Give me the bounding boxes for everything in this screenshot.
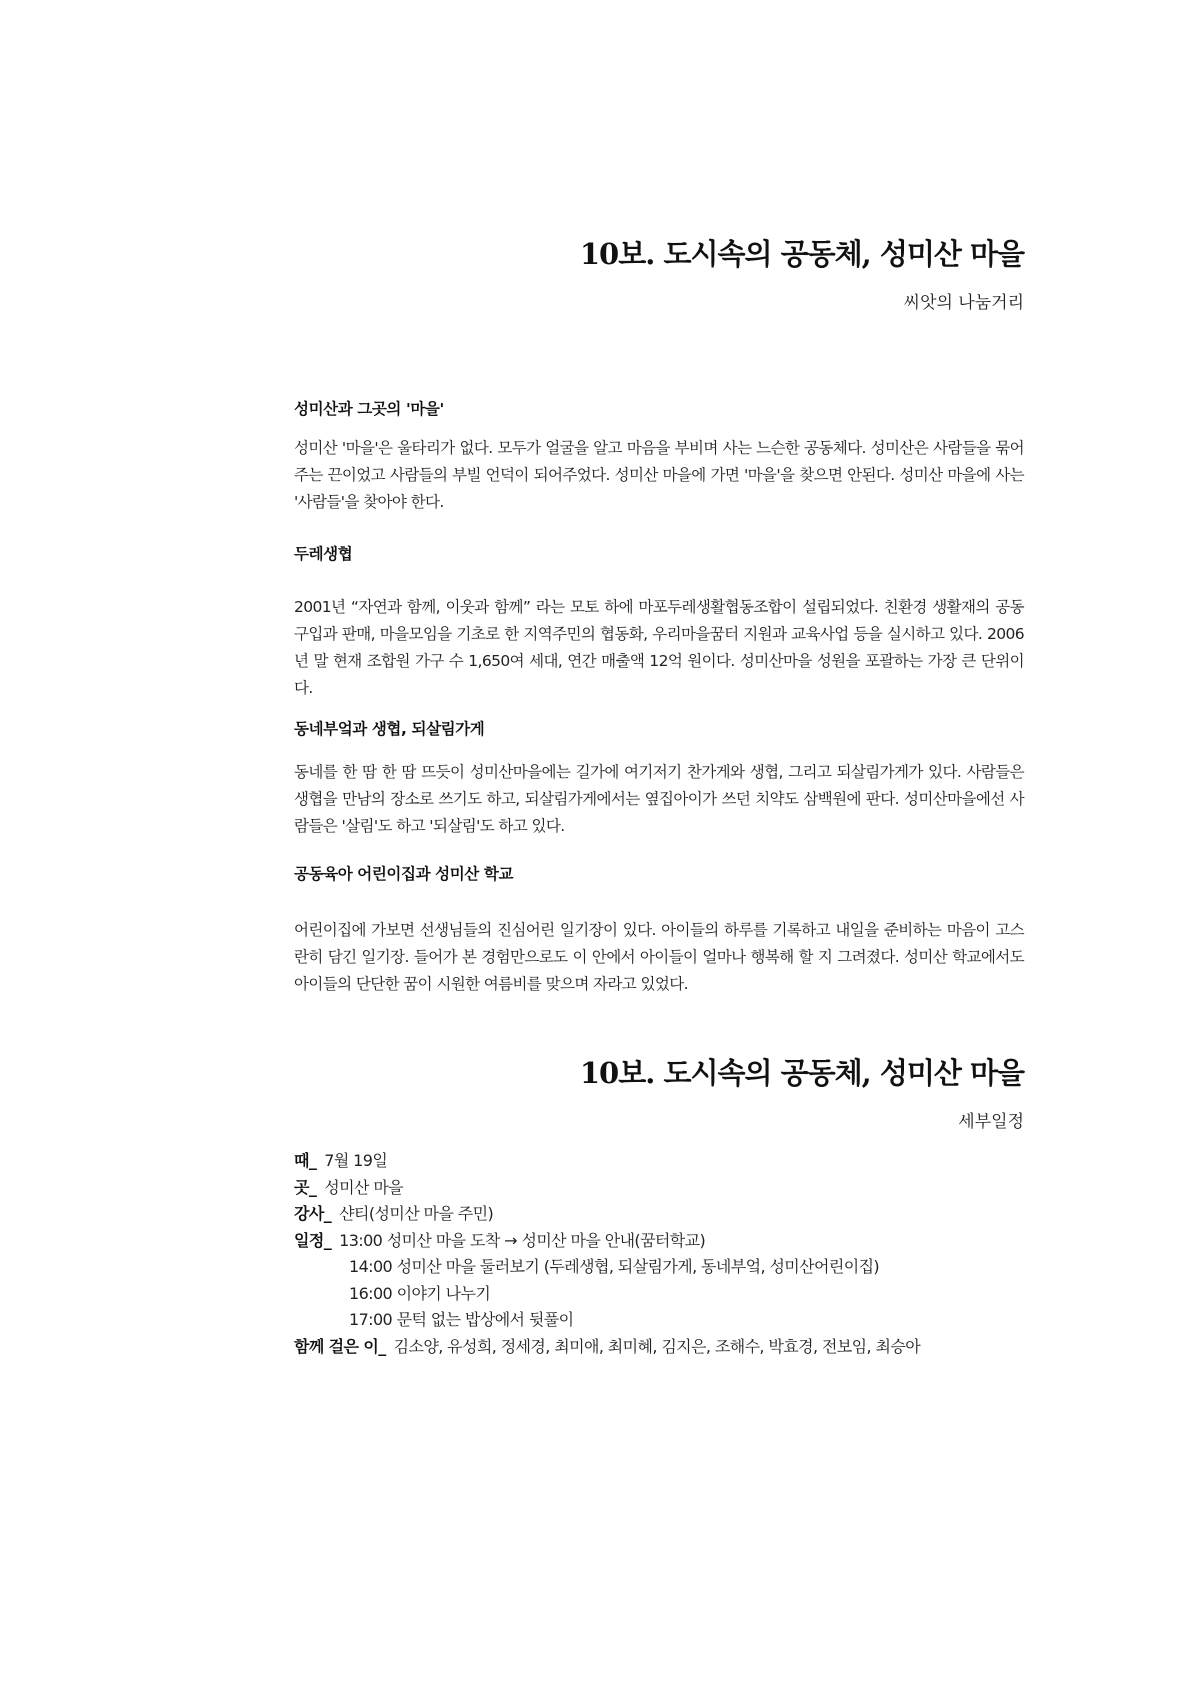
lecturer-label: 강사_ — [294, 1204, 332, 1223]
section-body: 동네를 한 땀 한 땀 뜨듯이 성미산마을에는 길가에 여기저기 찬가게와 생협, 그리고 되살림가게가 있다. 사람들은 생협을 만남의 장소로 쓰기도 하고, 되살림가게에서는 옆집아이가 쓰던 치약도 삼백원에 판다. 성미산마을에선 사람들은 '살림'도 하고 '되살림'도 하고 있다. — [294, 763, 1024, 835]
where-value: 성미산 마을 — [324, 1177, 404, 1197]
when-value: 7월 19일 — [324, 1151, 388, 1170]
schedule-title: 10보. 도시속의 공동체, 성미산 마을 — [579, 1056, 1024, 1090]
plan-item: 16:00 이야기 나누기 — [349, 1283, 491, 1303]
schedule-subtitle: 세부일정 — [958, 1112, 1024, 1132]
section-body: 어린이집에 가보면 선생님들의 진심어린 일기장이 있다. 아이들의 하루를 기록하고 내일을 준비하는 마음이 고스란히 담긴 일기장. 들어가 본 경험만으로도 이 안에서 아이들이 얼마나 행복해 할 지 그려졌다. 성미산 학교에서도 아이들의 단단한 꿈이 시원한 여름비를 맞으며 자라고 있었다. — [294, 921, 1024, 993]
plan-item: 17:00 문턱 없는 밥상에서 뒷풀이 — [349, 1310, 574, 1329]
article-title: 10보. 도시속의 공동체, 성미산 마을 — [579, 237, 1024, 271]
section-heading: 두레생협 — [294, 545, 353, 563]
when-label: 때_ — [294, 1151, 317, 1170]
plan-label: 일정_ — [294, 1230, 332, 1250]
schedule-lecturer — [294, 1201, 1024, 1228]
members-value: 김소양, 유성희, 정세경, 최미애, 최미혜, 김지은, 조해수, 박효경, 전보임, 최승아 — [393, 1336, 921, 1356]
section-heading: 성미산과 그곳의 '마을' — [294, 400, 444, 418]
section-heading: 공동육아 어린이집과 성미산 학교 — [294, 865, 514, 883]
lecturer-value: 샨티(성미산 마을 주민) — [339, 1204, 494, 1223]
section-seongmisan-village — [294, 397, 1024, 516]
section-childcare-school — [294, 862, 1024, 998]
schedule-plan-continued — [294, 1254, 1024, 1281]
where-label: 곳_ — [294, 1177, 317, 1197]
section-body: 2001년 “자연과 함께, 이웃과 함께” 라는 모토 하에 마포두레생활협동조합이 설립되었다. 친환경 생활재의 공동구입과 판매, 마을모임을 기초로 한 지역주민의 협동화, 우리마을꿈터 지원과 교육사업 등을 실시하고 있다. 2006년 말 현재 조합원 가구 수 1,650여 세대, 연간 매출액 12억 원이다. 성미산마을 성원을 포괄하는 가장 큰 단위이다. — [294, 598, 1024, 697]
schedule-plan-continued — [294, 1307, 1024, 1334]
article-subtitle: 씨앗의 나눔거리 — [903, 293, 1024, 313]
schedule-members — [294, 1334, 1024, 1361]
schedule-when — [294, 1148, 1024, 1175]
plan-item: 13:00 성미산 마을 도착 → 성미산 마을 안내(꿈터학교) — [339, 1230, 706, 1250]
members-label: 함께 걸은 이_ — [294, 1336, 386, 1356]
schedule-where — [294, 1175, 1024, 1202]
section-kitchen-coop-store — [294, 717, 1024, 840]
section-dure-coop — [294, 542, 1024, 702]
schedule-plan-continued — [294, 1281, 1024, 1308]
section-body: 성미산 '마을'은 울타리가 없다. 모두가 얼굴을 알고 마음을 부비며 사는 느슨한 공동체다. 성미산은 사람들을 묶어주는 끈이었고 사람들의 부빌 언덕이 되어주었다. 성미산 마을에 가면 '마을'을 찾으면 안된다. 성미산 마을에 사는 '사람들'을 찾아야 한다. — [294, 439, 1024, 511]
schedule-plan — [294, 1228, 1024, 1255]
section-heading: 동네부엌과 생협, 되살림가게 — [294, 720, 485, 738]
plan-item: 14:00 성미산 마을 둘러보기 (두레생협, 되살림가게, 동네부엌, 성미산어린이집) — [349, 1257, 880, 1276]
schedule-details — [294, 1148, 1024, 1360]
